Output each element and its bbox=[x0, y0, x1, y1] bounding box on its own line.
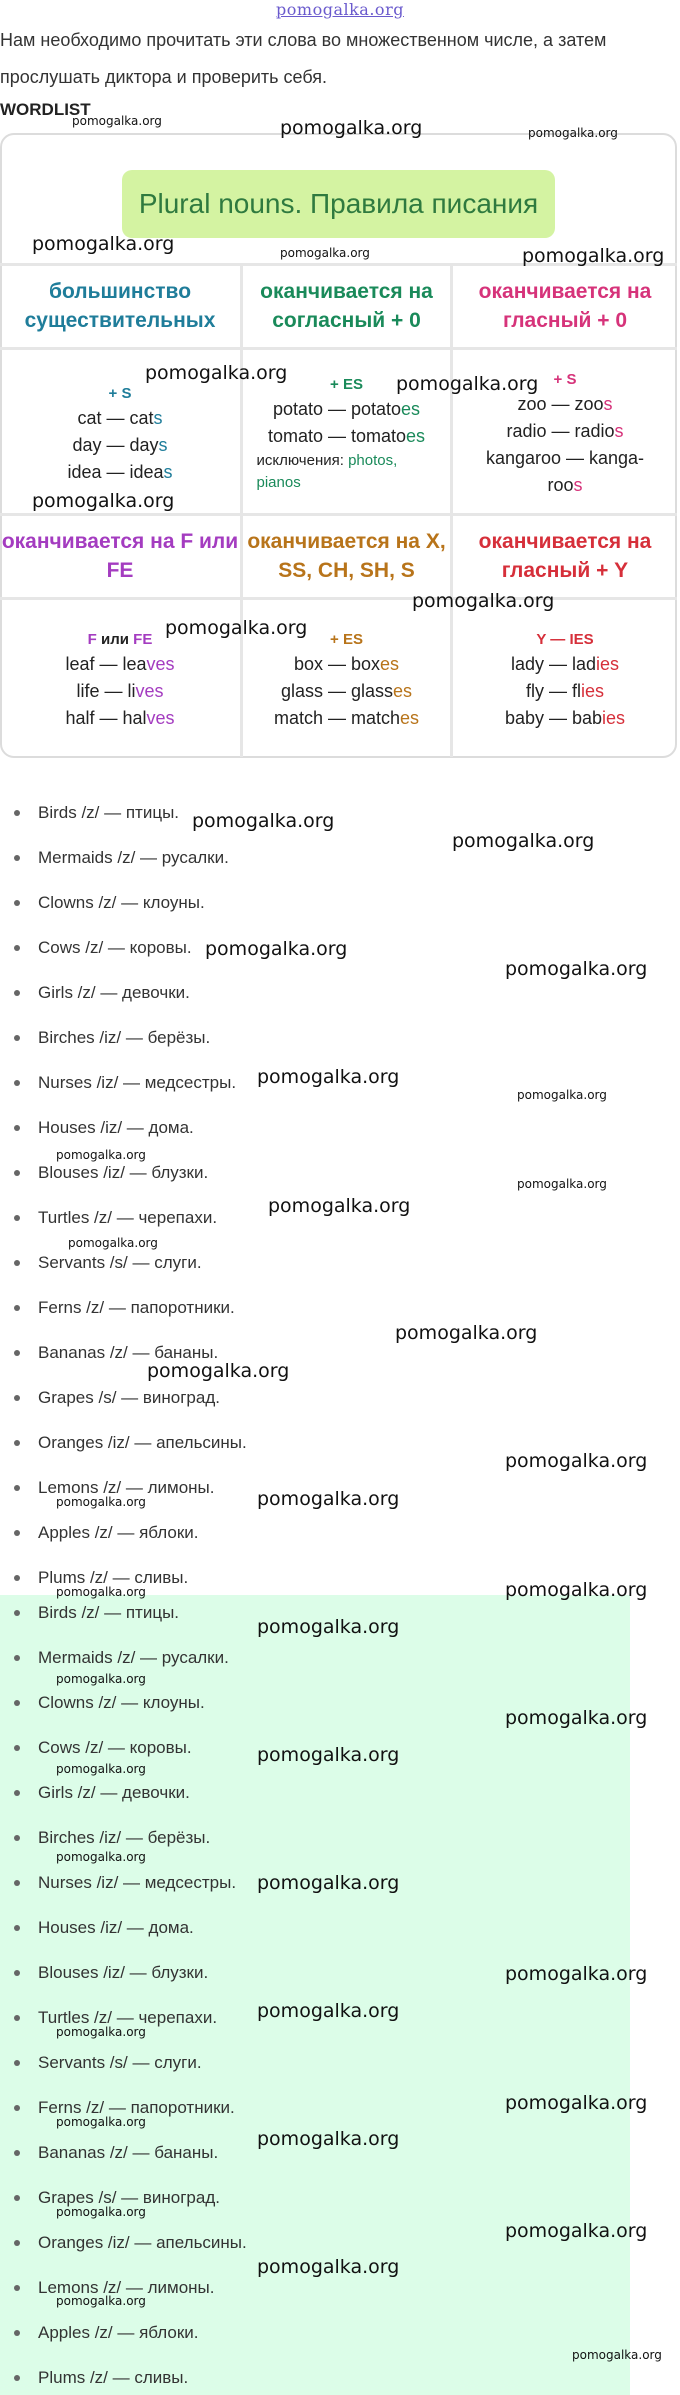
list-item-text: Birches /iz/ — берёзы. bbox=[38, 1028, 211, 1047]
watermark: pomogalka.org bbox=[56, 1495, 146, 1509]
bullet-icon bbox=[14, 1575, 20, 1581]
bullet-icon bbox=[14, 1835, 20, 1841]
bullet-icon bbox=[14, 1215, 20, 1221]
watermark: pomogalka.org bbox=[257, 1744, 400, 1766]
list-item bbox=[0, 1383, 220, 1413]
exceptions-label: исключения: bbox=[256, 452, 344, 469]
watermark: pomogalka.org bbox=[505, 2092, 648, 2114]
bullet-icon bbox=[14, 2240, 20, 2246]
list-item-text: Plums /z/ — сливы. bbox=[38, 2368, 189, 2387]
watermark: pomogalka.org bbox=[528, 126, 618, 140]
list-item bbox=[0, 933, 192, 963]
watermark: pomogalka.org bbox=[505, 1450, 648, 1472]
list-item-text: Clowns /z/ — клоуны. bbox=[38, 1693, 205, 1712]
watermark: pomogalka.org bbox=[572, 2348, 662, 2362]
bullet-icon bbox=[14, 1700, 20, 1706]
list-item-text: Grapes /s/ — виноград. bbox=[38, 1388, 220, 1407]
rule-marker: + ES bbox=[330, 630, 363, 648]
list-item bbox=[0, 1598, 179, 1628]
watermark: pomogalka.org bbox=[257, 2128, 400, 2150]
bullet-icon bbox=[14, 810, 20, 816]
list-item-text: Bananas /z/ — бананы. bbox=[38, 1343, 219, 1362]
list-item-text: Servants /s/ — слуги. bbox=[38, 1253, 202, 1272]
list-item-text: Oranges /iz/ — апельсины. bbox=[38, 2233, 247, 2252]
watermark: pomogalka.org bbox=[257, 1066, 400, 1088]
bullet-icon bbox=[14, 1655, 20, 1661]
list-item-text: Grapes /s/ — виноград. bbox=[38, 2188, 220, 2207]
bullet-icon bbox=[14, 990, 20, 996]
list-item-text: Bananas /z/ — бананы. bbox=[38, 2143, 219, 2162]
watermark: pomogalka.org bbox=[165, 617, 308, 639]
wordlist-label: WORDLIST bbox=[0, 100, 91, 119]
rule-marker: + S bbox=[108, 384, 132, 402]
bullet-icon bbox=[14, 1170, 20, 1176]
watermark: pomogalka.org bbox=[395, 1322, 538, 1344]
list-item-text: Lemons /z/ — лимоны. bbox=[38, 1478, 215, 1497]
watermark: pomogalka.org bbox=[205, 938, 348, 960]
list-item bbox=[0, 1293, 235, 1323]
list-item bbox=[0, 2228, 247, 2258]
watermark: pomogalka.org bbox=[56, 1585, 146, 1599]
header-x-ss-ch: оканчивается на X, SS, CH, SH, S bbox=[247, 530, 446, 582]
bullet-icon bbox=[14, 2060, 20, 2066]
list-item bbox=[0, 1203, 217, 1233]
list-item-text: Lemons /z/ — лимоны. bbox=[38, 2278, 215, 2297]
bullet-icon bbox=[14, 1530, 20, 1536]
watermark: pomogalka.org bbox=[257, 1872, 400, 1894]
watermark: pomogalka.org bbox=[257, 1488, 400, 1510]
watermark: pomogalka.org bbox=[268, 1195, 411, 1217]
grid-line bbox=[0, 347, 677, 350]
bullet-icon bbox=[14, 1925, 20, 1931]
bullet-icon bbox=[14, 2285, 20, 2291]
intro-text: Нам необходимо прочитать эти слова во множественном числе, а затем прослушать диктора и проверить себя. bbox=[0, 30, 607, 87]
list-item-text: Cows /z/ — коровы. bbox=[38, 1738, 192, 1757]
header-consonant-o: оканчивается на согласный + 0 bbox=[260, 280, 433, 332]
watermark: pomogalka.org bbox=[32, 233, 175, 255]
list-item-text: Cows /z/ — коровы. bbox=[38, 938, 192, 957]
list-item-text: Clowns /z/ — клоуны. bbox=[38, 893, 205, 912]
bullet-icon bbox=[14, 1745, 20, 1751]
list-item bbox=[0, 1823, 210, 1853]
bullet-icon bbox=[14, 1035, 20, 1041]
list-item bbox=[0, 1868, 236, 1898]
list-item bbox=[0, 2048, 202, 2078]
list-item-text: Birds /z/ — птицы. bbox=[38, 1603, 180, 1622]
list-item bbox=[0, 2138, 218, 2168]
list-item bbox=[0, 1248, 202, 1278]
list-item-text: Birches /iz/ — берёзы. bbox=[38, 1828, 211, 1847]
watermark: pomogalka.org bbox=[517, 1177, 607, 1191]
bullet-icon bbox=[14, 1790, 20, 1796]
list-item-text: Ferns /z/ — папоротники. bbox=[38, 1298, 235, 1317]
list-item-text: Ferns /z/ — папоротники. bbox=[38, 2098, 235, 2117]
cell-add-s: + S cat — cats day — days idea — ideas bbox=[67, 384, 173, 482]
list-item-text: Birds /z/ — птицы. bbox=[38, 803, 180, 822]
list-item-text: Mermaids /z/ — русалки. bbox=[38, 1648, 229, 1667]
watermark: pomogalka.org bbox=[257, 2256, 400, 2278]
header-vowel-y: оканчивается на гласный + Y bbox=[478, 530, 652, 582]
watermark: pomogalka.org bbox=[145, 362, 288, 384]
bullet-icon bbox=[14, 2150, 20, 2156]
watermark: pomogalka.org bbox=[412, 590, 555, 612]
bullet-icon bbox=[14, 900, 20, 906]
list-item bbox=[0, 2363, 188, 2393]
bullet-icon bbox=[14, 855, 20, 861]
list-item bbox=[0, 1733, 192, 1763]
list-item-text: Apples /z/ — яблоки. bbox=[38, 1523, 199, 1542]
list-item-text: Girls /z/ — девочки. bbox=[38, 983, 190, 1002]
watermark: pomogalka.org bbox=[505, 1579, 648, 1601]
header-vowel-o: оканчивается на гласный + 0 bbox=[478, 280, 652, 332]
rule-marker: Y — IES bbox=[536, 630, 594, 648]
header-f-fe: оканчивается на F или FE bbox=[1, 530, 239, 582]
bullet-icon bbox=[14, 2330, 20, 2336]
bullet-icon bbox=[14, 1970, 20, 1976]
list-item-text: Plums /z/ — сливы. bbox=[38, 1568, 189, 1587]
list-item-text: Turtles /z/ — черепахи. bbox=[38, 1208, 218, 1227]
list-item bbox=[0, 1688, 205, 1718]
list-item-text: Houses /iz/ — дома. bbox=[38, 1118, 194, 1137]
watermark: pomogalka.org bbox=[56, 2115, 146, 2129]
list-item bbox=[0, 843, 229, 873]
list-item-text: Servants /s/ — слуги. bbox=[38, 2053, 202, 2072]
cell-vowel-add-s: + S zoo — zoos radio — radios kangaroo — kanga-roos bbox=[485, 371, 645, 495]
watermark: pomogalka.org bbox=[192, 810, 335, 832]
list-item-text: Blouses /iz/ — блузки. bbox=[38, 1163, 209, 1182]
watermark: pomogalka.org bbox=[505, 1707, 648, 1729]
list-item bbox=[0, 1518, 199, 1548]
bullet-icon bbox=[14, 945, 20, 951]
list-item-text: Apples /z/ — яблоки. bbox=[38, 2323, 199, 2342]
watermark: pomogalka.org bbox=[280, 117, 423, 139]
watermark: pomogalka.org bbox=[56, 1762, 146, 1776]
bullet-icon bbox=[14, 2015, 20, 2021]
watermark: pomogalka.org bbox=[505, 2220, 648, 2242]
list-item bbox=[0, 1113, 194, 1143]
list-item bbox=[0, 888, 205, 918]
watermark: pomogalka.org bbox=[257, 1616, 400, 1638]
watermark: pomogalka.org bbox=[505, 958, 648, 980]
watermark: pomogalka.org bbox=[147, 1360, 290, 1382]
bullet-icon bbox=[14, 1260, 20, 1266]
exceptions-words: photos, pianos bbox=[256, 452, 398, 491]
watermark: pomogalka.org bbox=[517, 1088, 607, 1102]
bullet-icon bbox=[14, 1350, 20, 1356]
list-item-text: Houses /iz/ — дома. bbox=[38, 1918, 194, 1937]
list-item-text: Nurses /iz/ — медсестры. bbox=[38, 1873, 237, 1892]
list-item bbox=[0, 798, 179, 828]
watermark: pomogalka.org bbox=[56, 2025, 146, 2039]
watermark: pomogalka.org bbox=[56, 1672, 146, 1686]
list-item bbox=[0, 1958, 208, 1988]
bullet-icon bbox=[14, 1080, 20, 1086]
list-item-text: Blouses /iz/ — блузки. bbox=[38, 1963, 209, 1982]
bullet-icon bbox=[14, 1395, 20, 1401]
bullet-icon bbox=[14, 1440, 20, 1446]
watermark: pomogalka.org bbox=[280, 246, 370, 260]
rules-banner: Plural nouns. Правила писания bbox=[122, 170, 555, 238]
bullet-icon bbox=[14, 1305, 20, 1311]
list-item bbox=[0, 2318, 199, 2348]
list-item bbox=[0, 1023, 210, 1053]
site-title[interactable]: pomogalka.org bbox=[276, 0, 404, 19]
rule-marker: + S bbox=[553, 371, 577, 388]
watermark: pomogalka.org bbox=[68, 1236, 158, 1250]
cell-add-es: + ES box — boxes glass — glasses match — matches bbox=[273, 630, 420, 728]
watermark: pomogalka.org bbox=[522, 245, 665, 267]
bullet-icon bbox=[14, 1880, 20, 1886]
watermark: pomogalka.org bbox=[452, 830, 595, 852]
watermark: pomogalka.org bbox=[56, 2294, 146, 2308]
grid-line bbox=[0, 597, 677, 600]
bullet-icon bbox=[14, 2375, 20, 2381]
list-item bbox=[0, 1643, 229, 1673]
bullet-icon bbox=[14, 2195, 20, 2201]
list-item bbox=[0, 1778, 190, 1808]
watermark: pomogalka.org bbox=[56, 1148, 146, 1162]
bullet-icon bbox=[14, 1610, 20, 1616]
watermark: pomogalka.org bbox=[56, 2205, 146, 2219]
cell-y-ies: Y — IES lady — ladies fly — flies baby — babies bbox=[504, 630, 626, 728]
watermark: pomogalka.org bbox=[32, 490, 175, 512]
watermark: pomogalka.org bbox=[396, 373, 539, 395]
list-item-text: Turtles /z/ — черепахи. bbox=[38, 2008, 218, 2027]
bullet-icon bbox=[14, 1125, 20, 1131]
cell-add-es-o: + ES potato — potatoes tomato — tomatoes исключения: photos, pianos bbox=[256, 376, 426, 491]
watermark: pomogalka.org bbox=[56, 1850, 146, 1864]
watermark: pomogalka.org bbox=[72, 114, 162, 128]
header-most-nouns: большинство существительных bbox=[24, 280, 216, 332]
cell-f-ves: F или FE leaf — leaves life — lives half — halves bbox=[65, 630, 175, 728]
list-item-text: Girls /z/ — девочки. bbox=[38, 1783, 190, 1802]
list-item-text: Oranges /iz/ — апельсины. bbox=[38, 1433, 247, 1452]
watermark: pomogalka.org bbox=[505, 1963, 648, 1985]
bullet-icon bbox=[14, 2105, 20, 2111]
bullet-icon bbox=[14, 1485, 20, 1491]
watermark: pomogalka.org bbox=[257, 2000, 400, 2022]
list-item-text: Nurses /iz/ — медсестры. bbox=[38, 1073, 237, 1092]
list-item bbox=[0, 1158, 208, 1188]
rule-marker: + ES bbox=[330, 376, 363, 393]
list-item-text: Mermaids /z/ — русалки. bbox=[38, 848, 229, 867]
list-item bbox=[0, 978, 190, 1008]
list-item bbox=[0, 1428, 247, 1458]
list-item bbox=[0, 1068, 236, 1098]
list-item bbox=[0, 1913, 194, 1943]
